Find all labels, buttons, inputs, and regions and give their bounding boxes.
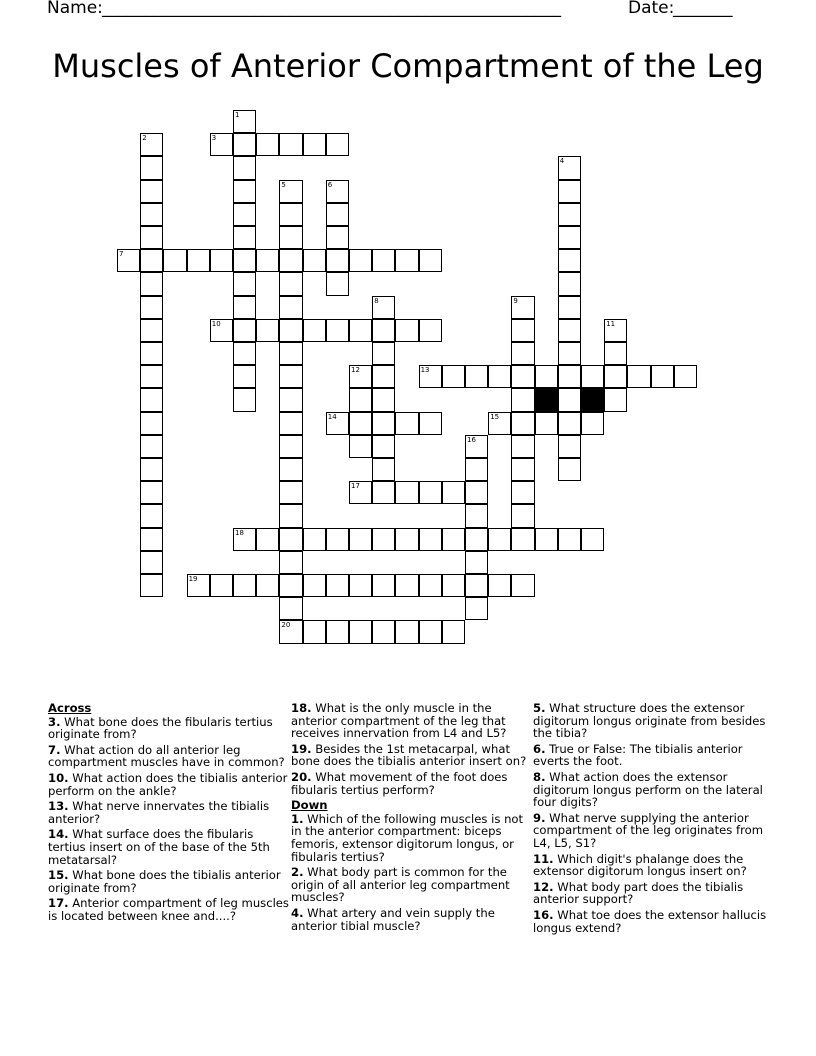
grid-cell[interactable] — [604, 342, 627, 365]
grid-cell[interactable] — [558, 272, 581, 295]
grid-cell[interactable] — [233, 528, 256, 551]
clue-across-7: 7. What action do all anterior leg compartment muscles have in common? — [48, 742, 285, 770]
grid-cell[interactable] — [326, 203, 349, 226]
grid-cell[interactable] — [279, 620, 302, 643]
grid-cell[interactable] — [465, 574, 488, 597]
grid-cell[interactable] — [419, 319, 442, 342]
clue-across-17: 17. Anterior compartment of leg muscles is located between knee and....? — [48, 896, 289, 923]
grid-cell[interactable] — [465, 458, 488, 481]
grid-cell[interactable] — [604, 388, 627, 411]
clue-number: 18 — [235, 528, 244, 537]
grid-cell[interactable] — [395, 574, 418, 597]
grid-cell[interactable] — [511, 574, 534, 597]
grid-cell[interactable] — [140, 435, 163, 458]
grid-cell[interactable] — [558, 435, 581, 458]
grid-cell[interactable] — [535, 528, 558, 551]
name-label: Name: — [47, 0, 103, 18]
grid-cell[interactable] — [488, 365, 511, 388]
grid-cell[interactable] — [326, 412, 349, 435]
grid-cell[interactable] — [279, 249, 302, 272]
grid-cell[interactable] — [279, 574, 302, 597]
grid-cell[interactable] — [140, 226, 163, 249]
grid-cell[interactable] — [349, 481, 372, 504]
grid-cell[interactable] — [511, 412, 534, 435]
grid-cell[interactable] — [256, 528, 279, 551]
grid-cell[interactable] — [372, 435, 395, 458]
clue-across-18: 18. What is the only muscle in the anterior compartment of the leg that receives innervation from L4 and L5? — [291, 701, 507, 741]
clue-number: 17 — [351, 482, 360, 491]
grid-cell[interactable] — [558, 528, 581, 551]
grid-cell[interactable] — [210, 574, 233, 597]
grid-cell[interactable] — [511, 342, 534, 365]
grid-cell[interactable] — [372, 574, 395, 597]
clue-down-6: 6. True or False: The tibialis anterior everts the foot. — [533, 741, 743, 769]
grid-cell[interactable] — [558, 365, 581, 388]
grid-cell[interactable] — [419, 412, 442, 435]
grid-cell[interactable] — [349, 365, 372, 388]
grid-cell[interactable] — [256, 574, 279, 597]
grid-cell[interactable] — [326, 574, 349, 597]
grid-cell[interactable] — [372, 319, 395, 342]
grid-cell[interactable] — [349, 412, 372, 435]
grid-cell[interactable] — [326, 319, 349, 342]
clue-down-16: 16. What toe does the extensor hallucis longus extend? — [533, 907, 767, 935]
grid-cell[interactable] — [187, 574, 210, 597]
grid-cell[interactable] — [511, 481, 534, 504]
grid-cell[interactable] — [303, 249, 326, 272]
grid-cell[interactable] — [233, 110, 256, 133]
grid-cell[interactable] — [279, 133, 302, 156]
grid-cell[interactable] — [140, 504, 163, 527]
grid-cell[interactable] — [279, 504, 302, 527]
grid-cell[interactable] — [465, 551, 488, 574]
grid-cell[interactable] — [465, 435, 488, 458]
grid-cell[interactable] — [233, 249, 256, 272]
grid-cell[interactable] — [326, 180, 349, 203]
grid-cell[interactable] — [511, 458, 534, 481]
grid-cell[interactable] — [372, 528, 395, 551]
grid-cell[interactable] — [372, 458, 395, 481]
grid-cell[interactable] — [279, 226, 302, 249]
grid-cell[interactable] — [233, 272, 256, 295]
grid-cell[interactable] — [651, 365, 674, 388]
grid-cell[interactable] — [303, 133, 326, 156]
grid-cell[interactable] — [279, 180, 302, 203]
grid-cell[interactable] — [372, 620, 395, 643]
grid-cell[interactable] — [488, 574, 511, 597]
grid-cell[interactable] — [303, 528, 326, 551]
clues-column-2 — [291, 702, 535, 935]
clue-number: 19 — [188, 575, 198, 583]
grid-cell[interactable] — [279, 203, 302, 226]
grid-cell[interactable] — [233, 226, 256, 249]
clue-number: 2 — [142, 134, 147, 143]
grid-cell[interactable] — [279, 435, 302, 458]
clue-number: 8 — [374, 296, 379, 305]
grid-cell[interactable] — [558, 342, 581, 365]
grid-cell[interactable] — [511, 528, 534, 551]
grid-cell[interactable] — [233, 156, 256, 179]
clue-across-14: 14. What surface does the fibularis tertius insert on of the base of the 5th metatarsal? — [48, 827, 270, 867]
grid-cell[interactable] — [395, 528, 418, 551]
grid-cell[interactable] — [465, 365, 488, 388]
grid-cell[interactable] — [465, 528, 488, 551]
grid-cell[interactable] — [511, 365, 534, 388]
clue-down-1: 1. Which of the following muscles is not in the anterior compartment: biceps femoris, extensor digitorum longus, or fibularis tertius? — [291, 811, 524, 864]
clue-number: 13 — [420, 366, 430, 375]
clue-across-15: 15. What bone does the tibialis anterior originate from? — [48, 868, 281, 895]
grid-cell[interactable] — [372, 388, 395, 411]
grid-cell[interactable] — [140, 342, 163, 365]
clues-column-1 — [48, 702, 292, 926]
grid-cell[interactable] — [372, 481, 395, 504]
grid-cell[interactable] — [465, 504, 488, 527]
grid-cell[interactable] — [256, 249, 279, 272]
grid-cell[interactable] — [233, 342, 256, 365]
clue-number: 5 — [281, 180, 286, 189]
grid-cell[interactable] — [395, 319, 418, 342]
grid-cell[interactable] — [279, 528, 302, 551]
page-title: Muscles of Anterior Compartment of the Leg — [52, 47, 764, 85]
grid-cell[interactable] — [140, 249, 163, 272]
clue-down-8: 8. What action does the extensor digitorum longus perform on the lateral four digits? — [533, 769, 763, 810]
grid-cell[interactable] — [349, 574, 372, 597]
grid-cell[interactable] — [419, 365, 442, 388]
grid-cell[interactable] — [442, 365, 465, 388]
grid-cell[interactable] — [303, 574, 326, 597]
grid-cell[interactable] — [140, 133, 163, 156]
grid-cell[interactable] — [558, 412, 581, 435]
grid-cell[interactable] — [627, 365, 650, 388]
grid-cell[interactable] — [419, 249, 442, 272]
grid-cell[interactable] — [372, 342, 395, 365]
clue-number: 11 — [606, 319, 616, 328]
grid-cell[interactable] — [349, 388, 372, 411]
grid-cell[interactable] — [349, 249, 372, 272]
grid-cell[interactable] — [326, 528, 349, 551]
grid-cell[interactable] — [535, 412, 558, 435]
grid-cell[interactable] — [465, 481, 488, 504]
grid-cell[interactable] — [256, 133, 279, 156]
grid-cell[interactable] — [140, 180, 163, 203]
clue-number: 7 — [119, 250, 124, 259]
grid-cell[interactable] — [511, 504, 534, 527]
grid-cell[interactable] — [442, 574, 465, 597]
clue-number: 20 — [281, 621, 291, 630]
grid-cell[interactable] — [511, 388, 534, 411]
blocked-cell — [535, 388, 558, 411]
clue-down-11: 11. Which digit's phalange does the extensor digitorum longus insert on? — [533, 851, 747, 879]
grid-cell[interactable] — [233, 388, 256, 411]
grid-cell[interactable] — [558, 458, 581, 481]
grid-cell[interactable] — [581, 365, 604, 388]
grid-cell[interactable] — [140, 458, 163, 481]
grid-cell[interactable] — [372, 365, 395, 388]
grid-cell[interactable] — [511, 435, 534, 458]
grid-cell[interactable] — [488, 412, 511, 435]
clue-across-19: 19. Besides the 1st metacarpal, what bone does the tibialis anterior insert on? — [291, 741, 527, 769]
grid-cell[interactable] — [140, 203, 163, 226]
grid-cell[interactable] — [233, 365, 256, 388]
grid-cell[interactable] — [140, 319, 163, 342]
blocked-cell — [581, 388, 604, 411]
clue-down-2: 2. What body part is common for the origin of all anterior leg compartment muscles? — [291, 865, 510, 905]
clue-number: 12 — [351, 366, 360, 375]
grid-cell[interactable] — [279, 481, 302, 504]
grid-cell[interactable] — [372, 296, 395, 319]
grid-cell[interactable] — [465, 597, 488, 620]
grid-cell[interactable] — [140, 296, 163, 319]
clue-across-10: 10. What action does the tibialis anterior perform on the ankle? — [48, 770, 288, 798]
grid-cell[interactable] — [279, 365, 302, 388]
grid-cell[interactable] — [558, 156, 581, 179]
clue-down-4: 4. What artery and vein supply the anterior tibial muscle? — [291, 905, 495, 933]
clue-number: 15 — [490, 412, 500, 421]
clue-number: 16 — [467, 435, 476, 444]
grid-cell[interactable] — [395, 412, 418, 435]
grid-cell[interactable] — [117, 249, 140, 272]
grid-cell[interactable] — [140, 551, 163, 574]
clue-down-5: 5. What structure does the extensor digitorum longus originate from besides the tibia? — [533, 701, 766, 741]
clue-number: 6 — [327, 180, 333, 189]
grid-cell[interactable] — [279, 412, 302, 435]
grid-cell[interactable] — [326, 620, 349, 643]
grid-cell[interactable] — [442, 528, 465, 551]
grid-cell[interactable] — [558, 296, 581, 319]
grid-cell[interactable] — [187, 249, 210, 272]
grid-cell[interactable] — [326, 133, 349, 156]
grid-cell[interactable] — [442, 481, 465, 504]
grid-cell[interactable] — [419, 528, 442, 551]
date-blank[interactable]: _______ — [673, 0, 733, 18]
grid-cell[interactable] — [558, 226, 581, 249]
clue-number: 10 — [211, 319, 221, 328]
grid-cell[interactable] — [535, 365, 558, 388]
grid-cell[interactable] — [326, 272, 349, 295]
grid-cell[interactable] — [372, 412, 395, 435]
grid-cell[interactable] — [279, 388, 302, 411]
clue-across-13: 13. What nerve innervates the tibialis anterior? — [48, 799, 270, 826]
grid-cell[interactable] — [511, 296, 534, 319]
grid-cell[interactable] — [233, 296, 256, 319]
clue-number: 9 — [513, 296, 518, 305]
down-heading: Down — [291, 798, 328, 813]
grid-cell[interactable] — [279, 597, 302, 620]
grid-cell[interactable] — [140, 528, 163, 551]
grid-cell[interactable] — [140, 272, 163, 295]
grid-cell[interactable] — [233, 203, 256, 226]
grid-cell[interactable] — [326, 249, 349, 272]
grid-cell[interactable] — [395, 620, 418, 643]
grid-cell[interactable] — [140, 388, 163, 411]
grid-cell[interactable] — [419, 574, 442, 597]
grid-cell[interactable] — [558, 203, 581, 226]
grid-cell[interactable] — [140, 156, 163, 179]
grid-cell[interactable] — [604, 365, 627, 388]
grid-cell[interactable] — [256, 319, 279, 342]
grid-cell[interactable] — [279, 296, 302, 319]
clue-number: 4 — [559, 157, 565, 166]
grid-cell[interactable] — [210, 319, 233, 342]
grid-cell[interactable] — [581, 528, 604, 551]
grid-cell[interactable] — [279, 551, 302, 574]
grid-cell[interactable] — [372, 249, 395, 272]
grid-cell[interactable] — [303, 620, 326, 643]
grid-cell[interactable] — [604, 319, 627, 342]
grid-cell[interactable] — [349, 528, 372, 551]
grid-cell[interactable] — [395, 481, 418, 504]
grid-cell[interactable] — [419, 481, 442, 504]
grid-cell[interactable] — [349, 620, 372, 643]
date-label: Date: — [628, 0, 675, 18]
across-heading: Across — [48, 701, 92, 715]
grid-cell[interactable] — [233, 133, 256, 156]
grid-cell[interactable] — [233, 574, 256, 597]
clue-number: 1 — [235, 111, 240, 119]
grid-cell[interactable] — [558, 180, 581, 203]
grid-cell[interactable] — [303, 319, 326, 342]
name-blank[interactable]: ______________________________________________________ — [102, 0, 561, 18]
grid-cell[interactable] — [140, 574, 163, 597]
grid-cell[interactable] — [349, 435, 372, 458]
grid-cell[interactable] — [488, 528, 511, 551]
grid-cell[interactable] — [279, 342, 302, 365]
clue-number: 14 — [327, 412, 337, 421]
grid-cell[interactable] — [581, 412, 604, 435]
clue-down-9: 9. What nerve supplying the anterior compartment of the leg originates from L4, L5, S1? — [533, 810, 764, 850]
clue-across-3: 3. What bone does the fibularis tertius originate from? — [48, 714, 273, 742]
grid-cell[interactable] — [279, 319, 302, 342]
grid-cell[interactable] — [419, 620, 442, 643]
grid-cell[interactable] — [163, 249, 186, 272]
clues-column-3 — [533, 702, 777, 937]
grid-cell[interactable] — [349, 319, 372, 342]
grid-cell[interactable] — [558, 388, 581, 411]
grid-cell[interactable] — [395, 249, 418, 272]
grid-cell[interactable] — [558, 249, 581, 272]
grid-cell[interactable] — [233, 180, 256, 203]
grid-cell[interactable] — [140, 365, 163, 388]
grid-cell[interactable] — [674, 365, 697, 388]
grid-cell[interactable] — [233, 319, 256, 342]
grid-cell[interactable] — [210, 249, 233, 272]
grid-cell[interactable] — [442, 620, 465, 643]
grid-cell[interactable] — [558, 319, 581, 342]
grid-cell[interactable] — [210, 133, 233, 156]
grid-cell[interactable] — [279, 458, 302, 481]
grid-cell[interactable] — [140, 481, 163, 504]
clue-number: 3 — [211, 134, 217, 143]
grid-cell[interactable] — [279, 272, 302, 295]
clue-across-20: 20. What movement of the foot does fibularis tertius perform? — [291, 769, 508, 797]
grid-cell[interactable] — [326, 226, 349, 249]
grid-cell[interactable] — [511, 319, 534, 342]
grid-cell[interactable] — [140, 412, 163, 435]
clue-down-12: 12. What body part does the tibialis anterior support? — [533, 879, 744, 907]
